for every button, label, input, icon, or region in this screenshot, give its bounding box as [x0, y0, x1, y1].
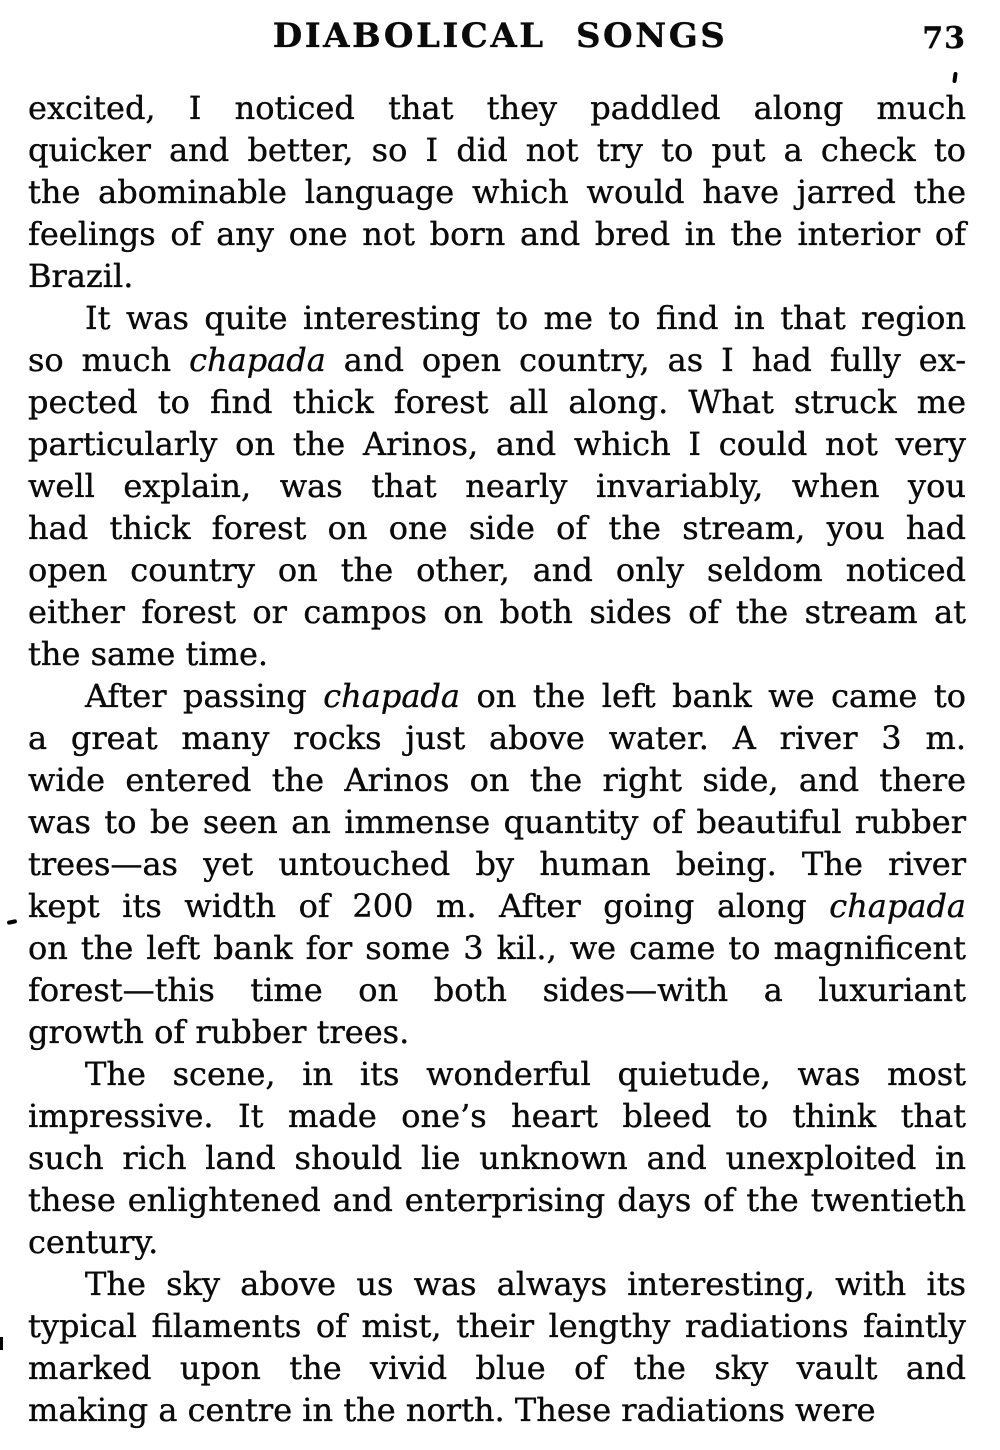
text-line: growth of rubber trees. [28, 1013, 410, 1051]
text-line: It was quite interesting to me to find in that region [85, 299, 966, 337]
text-line: Brazil. [28, 257, 134, 295]
text-line: was to be seen an immense quantity of beautiful rubber [28, 803, 966, 841]
text-line: trees—as yet untouched by human being. The river [28, 845, 966, 883]
text-line: such rich land should lie unknown and unexploited in [28, 1139, 966, 1177]
text-line: had thick forest on one side of the stream, you had [28, 509, 966, 547]
text-line: impressive. It made one’s heart bleed to think that [28, 1097, 966, 1135]
text-line: the same time. [28, 635, 269, 673]
text-line: century. [28, 1223, 159, 1261]
ink-speck [0, 1337, 3, 1350]
ink-speck [952, 72, 957, 83]
page-number: 73 [922, 21, 966, 56]
text-line: a great many rocks just above water. A river 3 m. [28, 719, 966, 757]
text-line: the abominable language which would have jarred the [28, 173, 966, 211]
text-line: these enlightened and enterprising days of the twentieth [28, 1181, 966, 1219]
text-line: kept its width of 200 m. After going along chapada [28, 887, 966, 925]
text-line: typical filaments of mist, their lengthy radiations faintly [28, 1307, 966, 1345]
text-line: particularly on the Arinos, and which I could not very [28, 425, 966, 463]
text-line: open country on the other, and only seldom noticed [28, 551, 966, 589]
text-line: either forest or campos on both sides of the stream at [28, 593, 966, 631]
text-line: quicker and better, so I did not try to put a check to [28, 131, 966, 169]
text-line: excited, I noticed that they paddled along much [28, 89, 966, 127]
text-line: The scene, in its wonderful quietude, was most [85, 1055, 966, 1093]
text-line: After passing chapada on the left bank we came to [85, 677, 967, 715]
text-line: forest—this time on both sides—with a luxuriant [28, 971, 966, 1009]
text-line: wide entered the Arinos on the right side, and there [28, 761, 966, 799]
text-line: making a centre in the north. These radiations were [28, 1391, 876, 1429]
text-line: The sky above us was always interesting, with its [85, 1265, 966, 1303]
ink-speck [7, 919, 18, 925]
text-line: on the left bank for some 3 kil., we came to magnificent [28, 929, 966, 967]
text-line: marked upon the vivid blue of the sky vault and [28, 1349, 966, 1387]
running-header-title: DIABOLICAL SONGS [272, 16, 728, 56]
text-line: feelings of any one not born and bred in the interior of [28, 215, 966, 253]
text-line: so much chapada and open country, as I had fully ex- [28, 341, 967, 379]
text-line: pected to find thick forest all along. What struck me [28, 383, 966, 421]
text-line: well explain, was that nearly invariably, when you [28, 467, 966, 505]
page-body [28, 87, 966, 1431]
